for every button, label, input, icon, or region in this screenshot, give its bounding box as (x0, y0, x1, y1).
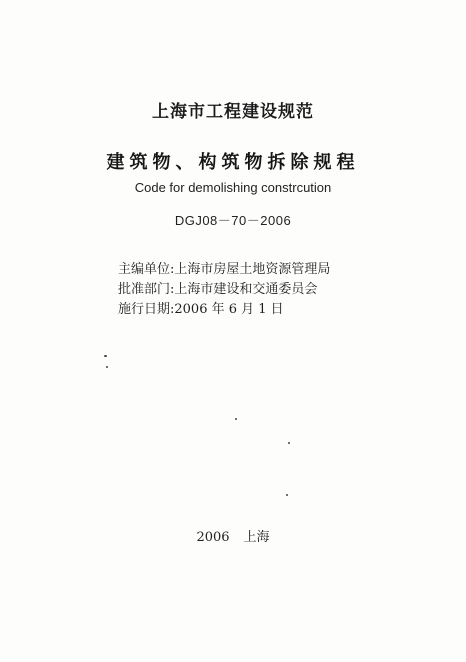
series-title: 上海市工程建设规范 (152, 102, 314, 122)
scan-speck (288, 442, 290, 444)
scan-speck (235, 418, 237, 420)
chief-editor-unit: 主编单位:上海市房屋土地资源管理局 (118, 262, 331, 277)
approval-department: 批准部门:上海市建设和交通委员会 (118, 282, 318, 297)
footer-imprint (0, 526, 466, 545)
publication-info (118, 260, 330, 320)
scan-speck (104, 355, 107, 357)
footer-year: 2006 (196, 530, 230, 545)
scan-speck (286, 494, 288, 496)
standard-code-number: DGJ08－70－2006 (174, 213, 292, 228)
english-title: Code for demolishing constrcution (134, 180, 332, 195)
main-title: 建筑物、构筑物拆除规程 (106, 152, 360, 173)
effective-date: 施行日期:2006 年 6 月 1 日 (118, 302, 284, 317)
scan-speck (106, 366, 108, 368)
footer-place: 上海 (243, 530, 270, 545)
